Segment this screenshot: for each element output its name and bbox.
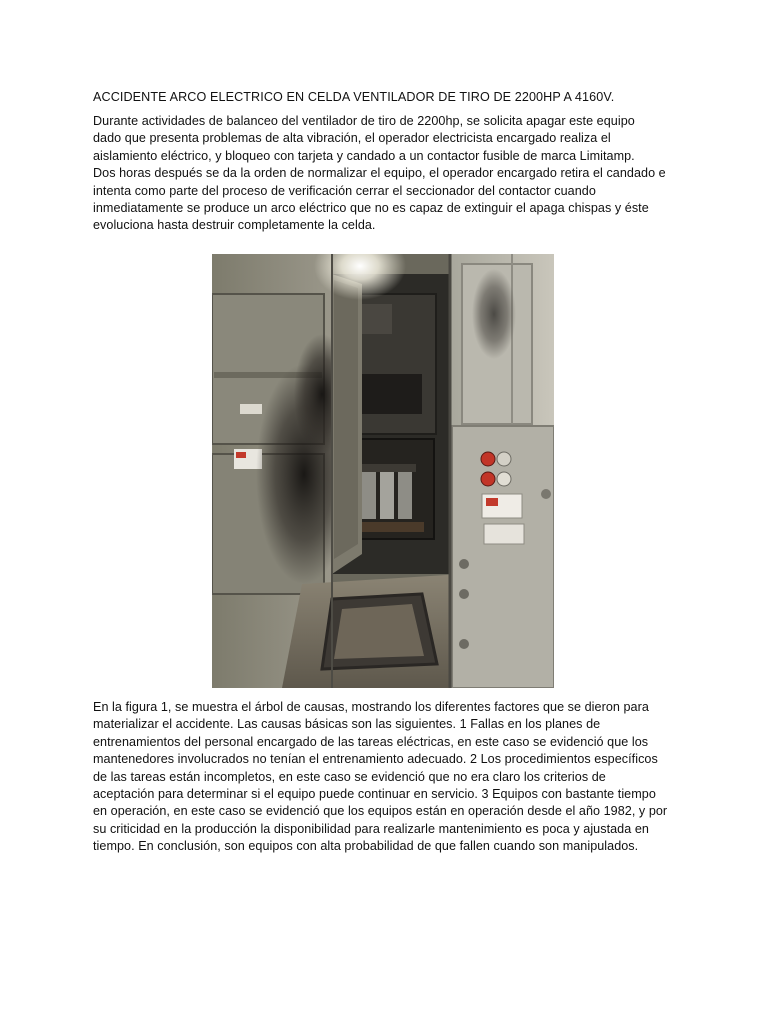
paragraph-line: dado que presenta problemas de alta vibración, el operador electricista encargado realiza el xyxy=(93,131,611,146)
paragraph-accident-description xyxy=(93,113,691,235)
paragraph-line: aceptación para determinar si el equipo puede continuar en servicio. 3 Equipos con bastante tiempo xyxy=(93,787,656,802)
paragraph-line: inmediatamente se produce un arco eléctrico que no es capaz de extinguir el apaga chispas y éste xyxy=(93,201,649,216)
paragraph-line: materializar el accidente. Las causas básicas son las siguientes. 1 Fallas en los planes de xyxy=(93,717,601,732)
paragraph-line: de las tareas están incompletos, en este caso se evidenció que no era claro los criterios de xyxy=(93,769,606,784)
paragraph-line: entrenamientos del personal encargado de las tareas eléctricas, en este caso se evidenció que los xyxy=(93,734,649,749)
paragraph-line: intenta como parte del proceso de verificación cerrar el seccionador del contactor cuando xyxy=(93,183,596,198)
paragraph-line: tiempo. En conclusión, son equipos con alta probabilidad de que fallen cuando son manipulados. xyxy=(93,839,639,854)
paragraph-line: Dos horas después se da la orden de normalizar el equipo, el operador encargado retira el candado e xyxy=(93,166,666,181)
paragraph-root-causes xyxy=(93,699,691,856)
paragraph-line: En la figura 1, se muestra el árbol de causas, mostrando los diferentes factores que se dieron para xyxy=(93,700,649,714)
burned-electrical-cell-photo xyxy=(212,254,554,688)
paragraph-line: evoluciona hasta destruir completamente la celda. xyxy=(93,218,376,233)
paragraph-line: en operación, en este caso se evidenció que los equipos están en operación desde el año 1982, y por xyxy=(93,804,668,819)
document-title: ACCIDENTE ARCO ELECTRICO EN CELDA VENTILADOR DE TIRO DE 2200HP A 4160V. xyxy=(93,90,615,104)
paragraph-line: su criticidad en la producción la disponibilidad para realizarle mantenimiento es poca y ajustada en xyxy=(93,821,649,836)
paragraph-line: aislamiento eléctrico, y bloqueo con tarjeta y candado a un contactor fusible de marca Limitamp. xyxy=(93,148,635,163)
paragraph-line: mantenedores involucrados no tenían el entrenamiento adecuado. 2 Los procedimientos específicos xyxy=(93,752,658,767)
paragraph-line: Durante actividades de balanceo del ventilador de tiro de 2200hp, se solicita apagar este equipo xyxy=(93,114,635,128)
